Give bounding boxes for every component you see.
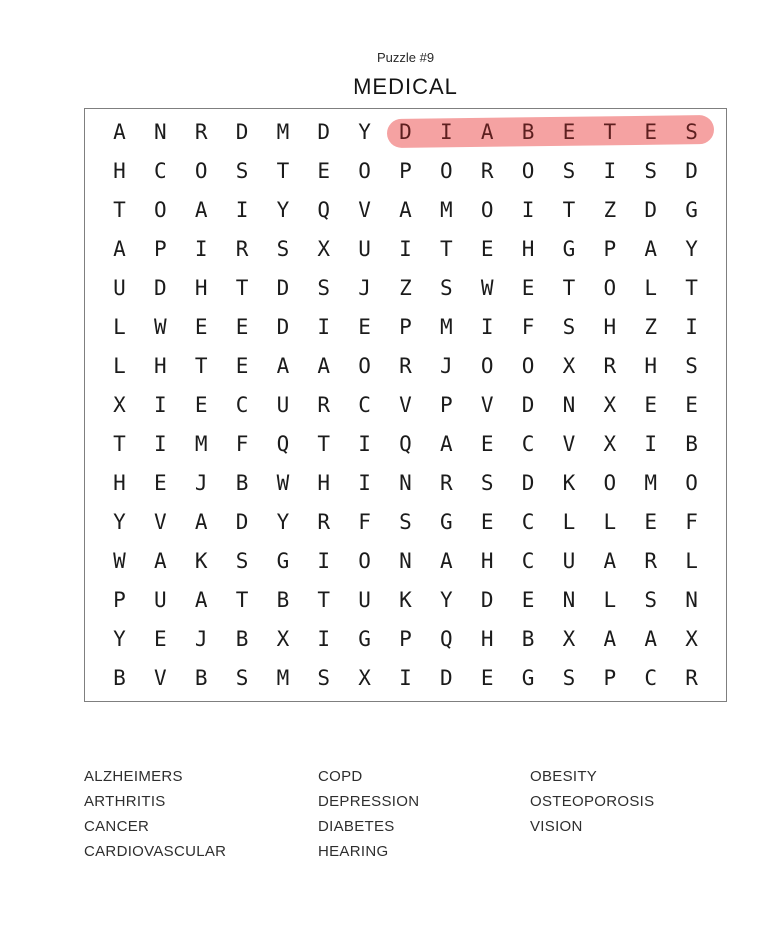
grid-cell[interactable]: Q — [399, 432, 412, 457]
grid-cell[interactable]: R — [603, 353, 617, 378]
grid-cell[interactable]: R — [644, 549, 658, 574]
grid-cell[interactable]: I — [153, 392, 167, 417]
word-list-item[interactable]: VISION — [530, 818, 583, 835]
grid-cell[interactable]: U — [153, 588, 167, 613]
grid-cell[interactable]: I — [399, 666, 412, 691]
grid-cell[interactable]: P — [399, 314, 412, 339]
grid-cell[interactable]: E — [194, 392, 208, 417]
grid-cell[interactable]: R — [235, 236, 249, 261]
grid-cell[interactable]: X — [358, 666, 371, 691]
grid-cell[interactable]: T — [562, 275, 576, 300]
grid-cell[interactable]: C — [644, 666, 658, 691]
word-list-item[interactable]: ALZHEIMERS — [84, 768, 183, 785]
grid-cell[interactable]: N — [562, 392, 576, 417]
grid-cell[interactable]: D — [317, 119, 331, 144]
grid-cell[interactable]: X — [685, 627, 698, 652]
grid-cell[interactable]: D — [685, 158, 698, 183]
grid-cell[interactable]: I — [194, 236, 208, 261]
grid-cell[interactable]: E — [194, 314, 208, 339]
grid-cell[interactable]: N — [153, 119, 167, 144]
word-list-item[interactable]: ARTHRITIS — [84, 793, 166, 810]
grid-cell[interactable]: O — [440, 158, 453, 183]
grid-cell[interactable]: G — [440, 510, 453, 535]
grid-cell[interactable]: D — [440, 666, 453, 691]
grid-cell[interactable]: D — [644, 197, 658, 222]
grid-cell[interactable]: C — [521, 432, 535, 457]
grid-cell[interactable]: T — [276, 158, 290, 183]
grid-cell[interactable]: J — [194, 471, 208, 496]
grid-cell[interactable]: O — [603, 275, 617, 300]
grid-cell[interactable]: A — [113, 236, 126, 261]
grid-cell[interactable]: E — [480, 236, 494, 261]
word-list-column — [84, 764, 318, 864]
word-list-item[interactable]: OSTEOPOROSIS — [530, 793, 655, 810]
grid-cell[interactable]: Q — [440, 627, 453, 652]
grid-cell[interactable]: P — [399, 158, 412, 183]
grid-cell[interactable]: I — [317, 627, 331, 652]
grid-cell[interactable]: M — [644, 471, 658, 496]
word-list-item[interactable]: DEPRESSION — [318, 793, 420, 810]
grid-cell[interactable]: E — [685, 392, 698, 417]
word-list-item[interactable]: CANCER — [84, 818, 150, 835]
grid-cell[interactable]: S — [440, 275, 453, 300]
grid-cell[interactable]: D — [521, 471, 535, 496]
grid-cell[interactable]: N — [399, 471, 412, 496]
grid-cell[interactable]: G — [562, 236, 576, 261]
grid-cell[interactable]: J — [440, 353, 453, 378]
grid-cell[interactable]: P — [440, 392, 453, 417]
grid-cell[interactable]: A — [480, 119, 494, 144]
grid-cell[interactable]: A — [194, 588, 208, 613]
grid-cell[interactable]: Y — [113, 510, 126, 535]
grid-cell[interactable]: E — [480, 666, 494, 691]
grid-cell[interactable]: D — [235, 119, 249, 144]
grid-cell[interactable]: I — [685, 314, 698, 339]
grid-cell[interactable]: O — [358, 549, 371, 574]
grid-cell[interactable]: M — [276, 119, 290, 144]
grid-cell[interactable]: X — [562, 627, 576, 652]
grid-cell[interactable]: S — [276, 236, 290, 261]
grid-cell[interactable]: P — [603, 666, 617, 691]
grid-cell[interactable]: Y — [276, 197, 290, 222]
grid-cell[interactable]: T — [317, 588, 331, 613]
grid-cell[interactable]: G — [276, 549, 290, 574]
grid-cell[interactable]: O — [153, 197, 167, 222]
word-list-item[interactable]: OBESITY — [530, 768, 598, 785]
grid-cell[interactable]: H — [644, 353, 658, 378]
grid-cell[interactable]: E — [235, 353, 249, 378]
grid-cell[interactable]: L — [603, 588, 617, 613]
grid-cell[interactable]: E — [644, 119, 658, 144]
word-list-item[interactable]: HEARING — [318, 843, 389, 860]
grid-cell[interactable]: K — [399, 588, 412, 613]
grid-cell[interactable]: V — [562, 432, 576, 457]
grid-cell[interactable]: T — [562, 197, 576, 222]
grid-cell[interactable]: N — [399, 549, 412, 574]
grid-cell[interactable]: O — [194, 158, 208, 183]
grid-cell[interactable]: Y — [276, 510, 290, 535]
grid-cell[interactable]: G — [521, 666, 535, 691]
grid-cell[interactable]: I — [440, 119, 453, 144]
grid-cell[interactable]: L — [113, 353, 126, 378]
grid-cell[interactable]: Z — [399, 275, 412, 300]
grid-cell[interactable]: Y — [358, 119, 371, 144]
grid-cell[interactable]: B — [235, 471, 249, 496]
grid-cell[interactable]: O — [358, 353, 371, 378]
grid-cell[interactable]: T — [235, 588, 249, 613]
grid-cell[interactable]: E — [480, 510, 494, 535]
grid-cell[interactable]: E — [317, 158, 331, 183]
grid-cell[interactable]: S — [562, 666, 576, 691]
grid-cell[interactable]: F — [235, 432, 249, 457]
grid-cell[interactable]: L — [113, 314, 126, 339]
grid-cell[interactable]: B — [276, 588, 290, 613]
grid-cell[interactable]: I — [358, 432, 371, 457]
grid-cell[interactable]: E — [521, 275, 535, 300]
grid-cell[interactable]: I — [399, 236, 412, 261]
grid-cell[interactable]: E — [153, 627, 167, 652]
grid-cell[interactable]: A — [644, 236, 658, 261]
grid-cell[interactable]: A — [194, 510, 208, 535]
grid-cell[interactable]: U — [113, 275, 126, 300]
grid-cell[interactable]: A — [113, 119, 126, 144]
word-list-item[interactable]: CARDIOVASCULAR — [84, 843, 227, 860]
grid-cell[interactable]: M — [276, 666, 290, 691]
grid-cell[interactable]: C — [358, 392, 371, 417]
grid-cell[interactable]: T — [113, 197, 126, 222]
grid-cell[interactable]: L — [603, 510, 617, 535]
grid-cell[interactable]: I — [358, 471, 371, 496]
grid-cell[interactable]: F — [685, 510, 698, 535]
grid-cell[interactable]: S — [685, 353, 698, 378]
grid-cell[interactable]: F — [358, 510, 371, 535]
grid-cell[interactable]: R — [440, 471, 453, 496]
grid-cell[interactable]: E — [562, 119, 576, 144]
grid-cell[interactable]: C — [235, 392, 249, 417]
grid-cell[interactable]: M — [194, 432, 208, 457]
word-list-column — [530, 764, 704, 864]
grid-cell[interactable]: R — [480, 158, 494, 183]
grid-cell[interactable]: C — [521, 510, 535, 535]
grid-cell[interactable]: O — [603, 471, 617, 496]
grid-cell[interactable]: R — [317, 510, 331, 535]
grid-cell[interactable]: E — [644, 510, 658, 535]
grid-cell[interactable]: I — [521, 197, 535, 222]
grid-cell[interactable]: R — [685, 666, 698, 691]
grid-cell[interactable]: P — [399, 627, 412, 652]
grid-cell[interactable]: I — [317, 314, 331, 339]
grid-cell[interactable]: P — [153, 236, 167, 261]
grid-cell[interactable]: Q — [276, 432, 290, 457]
grid-cell[interactable]: A — [644, 627, 658, 652]
grid-cell[interactable]: V — [153, 510, 167, 535]
grid-cell[interactable]: V — [399, 392, 412, 417]
grid-cell[interactable]: Z — [644, 314, 658, 339]
grid-cell[interactable]: W — [153, 314, 167, 339]
grid-cell[interactable]: S — [644, 158, 658, 183]
grid-cell[interactable]: S — [562, 314, 576, 339]
grid-cell[interactable]: V — [358, 197, 371, 222]
grid-cell[interactable]: A — [440, 549, 453, 574]
puzzle-title: MEDICAL — [353, 74, 458, 99]
grid-cell[interactable]: T — [440, 236, 453, 261]
grid-cell[interactable]: V — [480, 392, 494, 417]
grid-cell[interactable]: P — [113, 588, 126, 613]
grid-cell[interactable]: H — [113, 471, 126, 496]
grid-cell[interactable]: I — [317, 549, 331, 574]
grid-cell[interactable]: G — [685, 197, 698, 222]
grid-cell[interactable]: A — [399, 197, 412, 222]
grid-cell[interactable]: U — [358, 236, 371, 261]
grid-cell[interactable]: K — [194, 549, 208, 574]
grid-cell[interactable]: U — [358, 588, 371, 613]
grid-cell[interactable]: F — [521, 314, 535, 339]
grid-cell[interactable]: M — [440, 197, 453, 222]
grid-cell[interactable]: J — [358, 275, 371, 300]
grid-cell[interactable]: O — [521, 158, 535, 183]
grid-cell[interactable]: X — [113, 392, 126, 417]
grid-cell[interactable]: A — [440, 432, 453, 457]
grid-cell[interactable]: X — [562, 353, 576, 378]
grid-cell[interactable]: O — [521, 353, 535, 378]
grid-cell[interactable]: I — [153, 432, 167, 457]
grid-cell[interactable]: T — [113, 432, 126, 457]
grid-cell[interactable]: E — [235, 314, 249, 339]
grid-cell[interactable]: W — [480, 275, 494, 300]
grid-cell[interactable]: Z — [603, 197, 617, 222]
word-search-grid — [84, 108, 727, 702]
grid-cell[interactable]: Y — [440, 588, 453, 613]
grid-cell[interactable]: N — [685, 588, 698, 613]
grid-cell[interactable]: S — [317, 275, 331, 300]
grid-cell[interactable]: X — [603, 392, 617, 417]
grid-cell[interactable]: T — [194, 353, 208, 378]
grid-cell[interactable]: S — [235, 666, 249, 691]
grid-cell[interactable]: H — [603, 314, 617, 339]
grid-cell[interactable]: I — [480, 314, 494, 339]
grid-cell[interactable]: S — [562, 158, 576, 183]
grid-cell[interactable]: H — [194, 275, 208, 300]
grid-cell[interactable]: A — [603, 627, 617, 652]
grid-cell[interactable]: O — [480, 197, 494, 222]
grid-cell[interactable]: A — [153, 549, 167, 574]
grid-cell[interactable]: E — [480, 432, 494, 457]
grid-cell[interactable]: S — [480, 471, 494, 496]
puzzle-number: Puzzle #9 — [376, 50, 435, 65]
grid-cell[interactable]: R — [194, 119, 208, 144]
grid-cell[interactable]: B — [685, 432, 698, 457]
grid-cell[interactable]: X — [276, 627, 290, 652]
grid-cell[interactable]: K — [562, 471, 576, 496]
grid-cell[interactable]: G — [358, 627, 371, 652]
grid-cell[interactable]: I — [235, 197, 249, 222]
grid-cell[interactable]: H — [317, 471, 331, 496]
grid-cell[interactable]: S — [317, 666, 331, 691]
grid-cell[interactable]: C — [153, 158, 167, 183]
grid-cell[interactable]: O — [358, 158, 371, 183]
grid-cell[interactable]: B — [521, 119, 535, 144]
grid-cell[interactable]: E — [358, 314, 371, 339]
grid-cell[interactable]: O — [480, 353, 494, 378]
grid-cell[interactable]: Q — [317, 197, 331, 222]
grid-cell[interactable]: X — [317, 236, 331, 261]
grid-cell[interactable]: H — [153, 353, 167, 378]
grid-cell[interactable]: P — [603, 236, 617, 261]
grid-cell[interactable]: B — [194, 666, 208, 691]
grid-cell[interactable]: A — [194, 197, 208, 222]
grid-cell[interactable]: D — [399, 119, 412, 144]
grid-cell[interactable]: B — [235, 627, 249, 652]
grid-cell[interactable]: B — [521, 627, 535, 652]
grid-cell[interactable]: B — [113, 666, 126, 691]
grid-cell[interactable]: V — [153, 666, 167, 691]
grid-cell[interactable]: M — [440, 314, 453, 339]
grid-cell[interactable]: I — [644, 432, 658, 457]
grid-cell[interactable]: H — [521, 236, 535, 261]
word-list — [84, 764, 704, 864]
grid-cell[interactable]: D — [153, 275, 167, 300]
grid-cell[interactable]: R — [399, 353, 412, 378]
word-list-column — [318, 764, 530, 864]
grid-cell[interactable]: C — [521, 549, 535, 574]
grid-cell[interactable]: H — [113, 158, 126, 183]
grid-cell[interactable]: A — [317, 353, 331, 378]
grid-cell[interactable]: Y — [113, 627, 126, 652]
grid-cell[interactable]: I — [603, 158, 617, 183]
grid-cell[interactable]: T — [685, 275, 698, 300]
grid-cell[interactable]: U — [562, 549, 576, 574]
grid-cell[interactable]: N — [562, 588, 576, 613]
grid-cell[interactable]: S — [235, 158, 249, 183]
grid-cell[interactable]: A — [603, 549, 617, 574]
grid-cell[interactable]: X — [603, 432, 617, 457]
grid-cell[interactable]: D — [276, 314, 290, 339]
grid-cell[interactable]: D — [276, 275, 290, 300]
grid-cell[interactable]: Y — [685, 236, 698, 261]
word-list-item[interactable]: COPD — [318, 768, 363, 785]
grid-cell[interactable]: U — [276, 392, 290, 417]
grid-cell[interactable]: A — [276, 353, 290, 378]
word-list-item[interactable]: DIABETES — [318, 818, 395, 835]
grid-cell[interactable]: S — [644, 588, 658, 613]
grid-cell[interactable]: O — [685, 471, 698, 496]
grid-cell[interactable]: E — [521, 588, 535, 613]
grid-cell[interactable]: R — [317, 392, 331, 417]
grid-cell[interactable]: S — [235, 549, 249, 574]
grid-cell[interactable]: D — [235, 510, 249, 535]
grid-cell[interactable]: W — [276, 471, 290, 496]
grid-cell[interactable]: L — [685, 549, 698, 574]
grid-cell[interactable]: D — [480, 588, 494, 613]
grid-cell[interactable]: T — [603, 119, 617, 144]
grid-cell[interactable]: T — [235, 275, 249, 300]
grid-cell[interactable]: L — [562, 510, 576, 535]
grid-cell[interactable]: D — [521, 392, 535, 417]
grid-cell[interactable]: L — [644, 275, 658, 300]
grid-cell[interactable]: S — [399, 510, 412, 535]
grid-cell[interactable]: S — [685, 119, 698, 144]
grid-cell[interactable]: H — [480, 627, 494, 652]
grid-cell[interactable]: J — [194, 627, 208, 652]
grid-cell[interactable]: H — [480, 549, 494, 574]
grid-cell[interactable]: T — [317, 432, 331, 457]
grid-cell[interactable]: E — [153, 471, 167, 496]
grid-cell[interactable]: W — [113, 549, 126, 574]
grid-cell[interactable]: E — [644, 392, 658, 417]
